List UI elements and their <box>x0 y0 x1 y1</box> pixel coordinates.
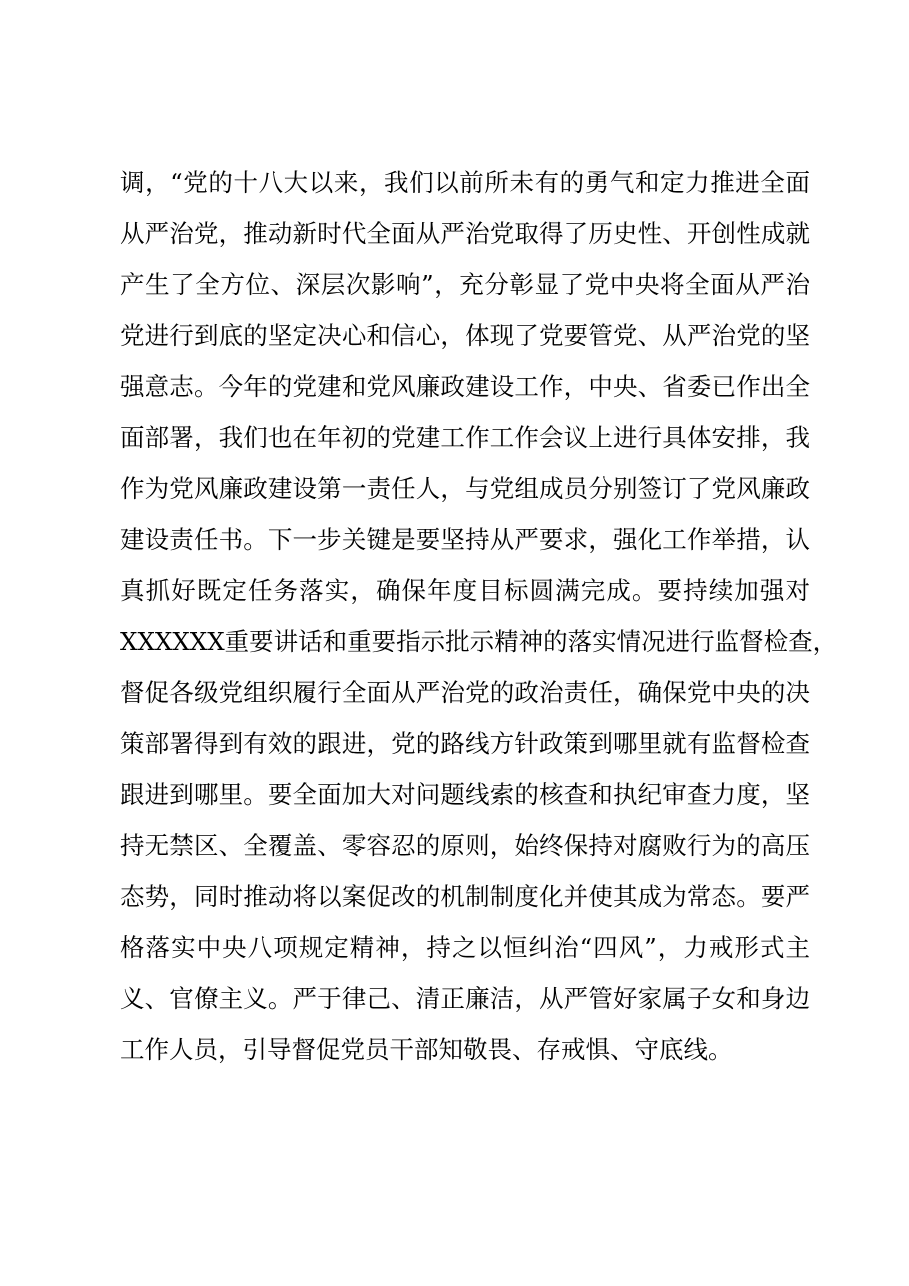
text-line: 调，“党的十八大以来，我们以前所未有的勇气和定力推进全面 <box>120 168 810 197</box>
text-line: 党进行到底的坚定决心和信心，体现了党要管党、从严治党的坚 <box>120 321 810 350</box>
text-line: 持无禁区、全覆盖、零容忍的原则，始终保持对腐败行为的高压 <box>120 831 810 860</box>
text-line: 产生了全方位、深层次影响”，充分彰显了党中央将全面从严治 <box>120 270 810 299</box>
text-line: 面部署，我们也在年初的党建工作工作会议上进行具体安排，我 <box>120 423 810 452</box>
text-line: 从严治党，推动新时代全面从严治党取得了历史性、开创性成就 <box>120 219 810 248</box>
body-paragraph <box>120 157 838 1075</box>
text-line: 策部署得到有效的跟进，党的路线方针政策到哪里就有监督检查 <box>120 729 810 758</box>
text-line: 真抓好既定任务落实，确保年度目标圆满完成。要持续加强对 <box>120 576 810 605</box>
text-line: XXXXXX重要讲话和重要指示批示精神的落实情况进行监督检查， <box>120 627 838 656</box>
text-line: 跟进到哪里。要全面加大对问题线索的核查和执纪审查力度，坚 <box>120 780 810 809</box>
text-line: 义、官僚主义。严于律己、清正廉洁，从严管好家属子女和身边 <box>120 984 810 1013</box>
text-line: 建设责任书。下一步关键是要坚持从严要求，强化工作举措，认 <box>120 525 810 554</box>
text-line: 格落实中央八项规定精神，持之以恒纠治“四风”，力戒形式主 <box>120 933 810 962</box>
text-line: 工作人员，引导督促党员干部知敬畏、存戒惧、守底线。 <box>120 1035 733 1064</box>
text-line: 作为党风廉政建设第一责任人，与党组成员分别签订了党风廉政 <box>120 474 810 503</box>
text-line: 强意志。今年的党建和党风廉政建设工作，中央、省委已作出全 <box>120 372 810 401</box>
text-line: 态势，同时推动将以案促改的机制制度化并使其成为常态。要严 <box>120 882 810 911</box>
text-line: 督促各级党组织履行全面从严治党的政治责任，确保党中央的决 <box>120 678 810 707</box>
